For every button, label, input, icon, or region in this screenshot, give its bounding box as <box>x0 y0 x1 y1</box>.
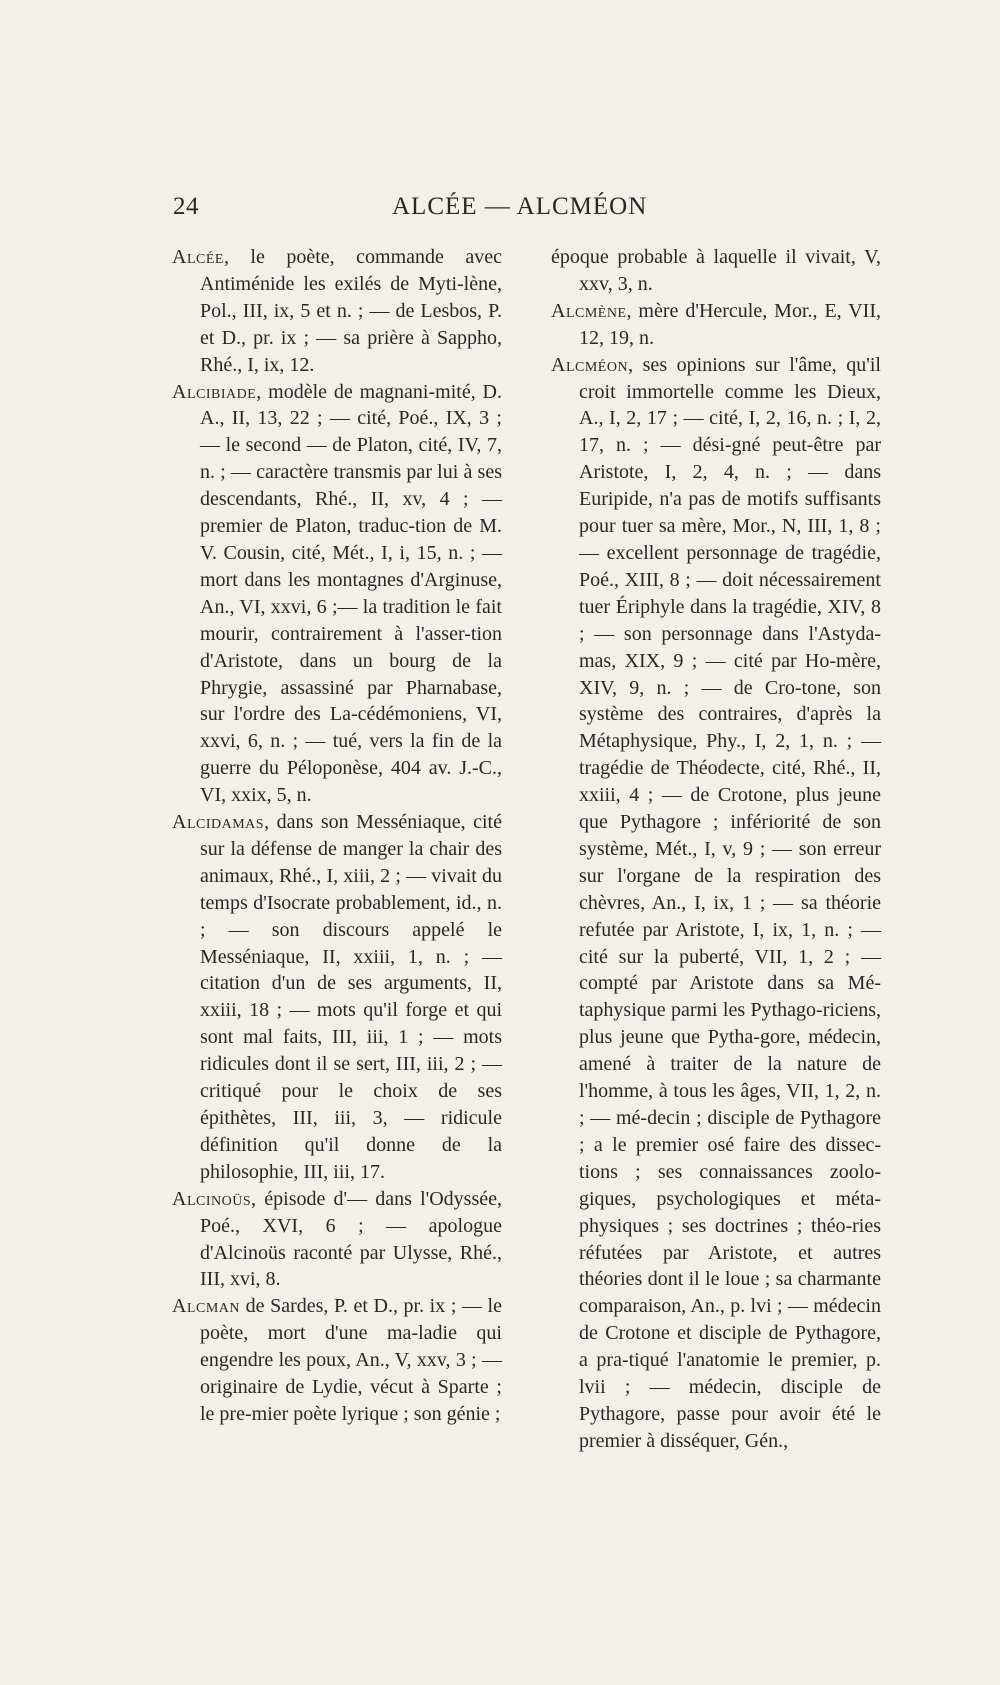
entry-headword: Alcméon <box>551 353 629 376</box>
index-entry-alcmeon <box>551 352 881 1455</box>
running-head: ALCÉE — ALCMÉON <box>392 193 648 220</box>
entry-text: de Sardes, P. et D., pr. ix ; — le poète, mort d'une ma-ladie qui engendre les poux, An., V, xxv, 3 ; — originaire de Lydie, vécut à Sparte ; le pre-mier poète lyrique ; son génie ; <box>200 1295 502 1425</box>
index-entry-alcidamas <box>172 809 502 1186</box>
entry-text: , modèle de magnani-mité, D. A., II, 13, 22 ; — cité, Poé., IX, 3 ; — le second — de Platon, cité, IV, 7, n. ; — caractère transmis par lui à ses descendants, Rhé., II, xv, 4 ; — premier de Platon, traduc-tion de M. V. Cousin, cité, Mét., I, i, 15, n. ; — mort dans les montagnes d'Arginuse, An., VI, xxvi, 6 ;— la tradition le fait mourir, contrairement à l'asser-tion d'Aristote, dans un bourg de la Phrygie, assassiné par Pharnabase, sur l'ordre des La-cédémoniens, VI, xxvi, 6, n. ; — tué, vers la fin de la guerre du Péloponèse, 404 av. J.-C., VI, xxix, 5, n. <box>200 380 502 807</box>
entry-text: époque probable à laquelle il vivait, V, xxv, 3, n. <box>551 246 881 295</box>
page-number: 24 <box>173 193 199 220</box>
entry-headword: Alcinoüs <box>172 1187 252 1210</box>
left-column <box>172 244 502 1428</box>
index-entry-alcibiade <box>172 379 502 810</box>
index-entry-continued <box>551 244 881 298</box>
entry-text: , ses opinions sur l'âme, qu'il croit immortelle comme les Dieux, A., I, 2, 17 ; — cité, I, 2, 16, n. ; I, 2, 17, n. ; — dési-gné peut-être par Aristote, I, 2, 4, n. ; — dans Euripide, n'a pas de motifs suffisants pour tuer sa mère, Mor., N, III, 1, 8 ; — excellent personnage de tragédie, Poé., XIII, 8 ; — doit nécessairement tuer Ériphyle dans la tragédie, XIV, 8 ; — son personnage dans l'Astyda-mas, XIX, 9 ; — cité par Ho-mère, XIV, 9, n. ; — de Cro-tone, son système des contraires, d'après la Métaphysique, Phy., I, 2, 1, n. ; — tragédie de Théodecte, cité, Rhé., II, xxiii, 4 ; — de Crotone, plus jeune que Pythagore ; infériorité de son système, Mét., I, v, 9 ; — son erreur sur l'organe de la respiration des chèvres, An., I, ix, 1 ; — sa théorie refutée par Aristote, I, ix, 1, n. ; — cité sur la puberté, VII, 1, 2 ; — compté par Aristote dans sa Mé-taphysique parmi les Pythago-riciens, plus jeune que Pytha-gore, médecin, amené à traiter de la nature de l'homme, à tous les âges, VII, 1, 2, n. ; — mé-decin ; disciple de Pythagore ; a le premier osé faire des dissec-tions ; ses connaissances zoolo-giques, psychologiques et méta-physiques ; ses doctrines ; théo-ries réfutées par Aristote, et autres théories dont il le loue ; sa charmante comparaison, An., p. lvi ; — médecin de Crotone et disciple de Pythagore, a pra-tiqué l'anatomie le premier, p. lvii ; — médecin, disciple de Pythagore, passe pour avoir été le premier à disséquer, Gén., <box>579 353 881 1452</box>
right-column <box>551 244 881 1455</box>
index-entry-alcinous <box>172 1186 502 1294</box>
entry-text: , épisode d'— dans l'Odyssée, Poé., XVI, 6 ; — apologue d'Alcinoüs raconté par Ulysse, Rhé., III, xvi, 8. <box>200 1187 502 1291</box>
entry-headword: Alcée <box>172 246 224 268</box>
index-entry-alcee <box>172 244 502 379</box>
entry-text: , dans son Messéniaque, cité sur la défense de manger la chair des animaux, Rhé., I, xiii, 2 ; — vivait du temps d'Isocrate probablement, id., n. ; — son discours appelé le Messéniaque, II, xxiii, 1, n. ; — citation d'un de ses arguments, II, xxiii, 18 ; — mots qu'il forge et qui sont mal faits, III, iii, 1 ; — mots ridicules dont il se sert, III, iii, 2 ; — critiqué pour le choix de ses épithètes, III, iii, 3, — ridicule définition qu'il donne de la philosophie, III, iii, 17. <box>200 811 502 1183</box>
index-entry-alcmene <box>551 298 881 352</box>
entry-headword: Alcidamas <box>172 811 265 834</box>
entry-headword: Alcmène <box>551 299 627 322</box>
entry-text: , le poète, commande avec Antiménide les exilés de Myti-lène, Pol., III, ix, 5 et n. ; — de Lesbos, P. et D., pr. ix ; — sa prière à Sappho, Rhé., I, ix, 12. <box>200 246 502 376</box>
index-entry-alcman <box>172 1293 502 1428</box>
entry-headword: Alcibiade <box>172 380 257 403</box>
entry-text: , mère d'Hercule, Mor., E, VII, 12, 19, n. <box>579 299 881 349</box>
entry-headword: Alcman <box>172 1295 241 1318</box>
